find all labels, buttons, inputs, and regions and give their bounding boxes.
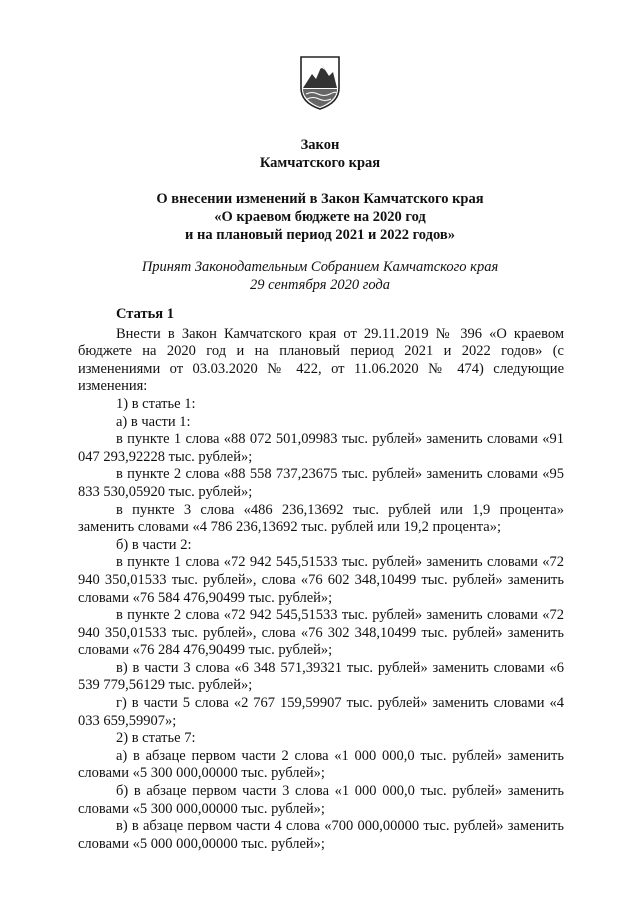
article-paragraph: в) в части 3 слова «6 348 571,39321 тыс. рублей» заменить словами «6 539 779,56129 тыс. рублей»; bbox=[78, 659, 564, 694]
document-title bbox=[60, 190, 580, 244]
article-paragraph: 1) в статье 1: bbox=[116, 395, 196, 412]
article-body bbox=[78, 306, 564, 853]
adoption-note-date: 29 сентября 2020 года bbox=[249, 277, 391, 293]
article-heading: Статья 1 bbox=[116, 306, 174, 322]
document-title-line-3: и на плановый период 2021 и 2022 годов» bbox=[185, 227, 455, 243]
kamchatka-coat-of-arms-icon bbox=[298, 54, 342, 110]
article-paragraph: б) в абзаце первом части 3 слова «1 000 000,0 тыс. рублей» заменить словами «5 300 000,00000 тыс. рублей»; bbox=[78, 783, 564, 817]
article-paragraph: в пункте 3 слова «486 236,13692 тыс. рублей или 1,9 процента» заменить словами «4 786 236,13692 тыс. рублей или 19,2 процента»; bbox=[78, 501, 564, 536]
article-paragraph: в пункте 2 слова «72 942 545,51533 тыс. рублей» заменить словами «72 940 350,01533 тыс. рублей», слова «76 302 348,10499 тыс. рублей» заменить словами «76 284 476,90499 тыс. рублей»; bbox=[78, 607, 564, 659]
article-paragraph: в пункте 1 слова «88 072 501,09983 тыс. рублей» заменить словами «91 047 293,92228 тыс. рублей»; bbox=[78, 431, 564, 465]
article-paragraph: Внести в Закон Камчатского края от 29.11.2019 № 396 «О краевом бюджете на 2020 год и на плановый период 2021 и 2022 годов» (с изменениями от 03.03.2020 № 422, от 11.06.2020 № 474) следующие изменения: bbox=[78, 325, 564, 395]
adoption-note bbox=[60, 258, 580, 294]
article-paragraph: а) в части 1: bbox=[116, 413, 191, 430]
article-paragraph: а) в абзаце первом части 2 слова «1 000 000,0 тыс. рублей» заменить словами «5 300 000,00000 тыс. рублей»; bbox=[78, 747, 564, 782]
article-paragraph: в пункте 2 слова «88 558 737,23675 тыс. рублей» заменить словами «95 833 530,05920 тыс. рублей»; bbox=[78, 466, 564, 500]
article-paragraph: в) в абзаце первом части 4 слова «700 000,00000 тыс. рублей» заменить словами «5 000 000,00000 тыс. рублей»; bbox=[78, 818, 564, 852]
article-paragraph: г) в части 5 слова «2 767 159,59907 тыс. рублей» заменить словами «4 033 659,59907»; bbox=[78, 695, 564, 729]
document-title-line-1: О внесении изменений в Закон Камчатского края bbox=[156, 191, 484, 207]
document-title-line-2: «О краевом бюджете на 2020 год bbox=[214, 209, 426, 225]
adoption-note-line-1: Принят Законодательным Собранием Камчатского края bbox=[141, 259, 499, 275]
article-paragraph: 2) в статье 7: bbox=[116, 730, 196, 747]
article-paragraph: в пункте 1 слова «72 942 545,51533 тыс. рублей» заменить словами «72 940 350,01533 тыс. рублей», слова «76 602 348,10499 тыс. рублей» заменить словами «76 584 476,90499 тыс. рублей»; bbox=[78, 554, 564, 606]
law-heading bbox=[60, 136, 580, 172]
law-heading-line: Закон bbox=[300, 137, 340, 153]
article-paragraph: б) в части 2: bbox=[116, 536, 192, 553]
law-heading-region: Камчатского края bbox=[259, 155, 381, 171]
